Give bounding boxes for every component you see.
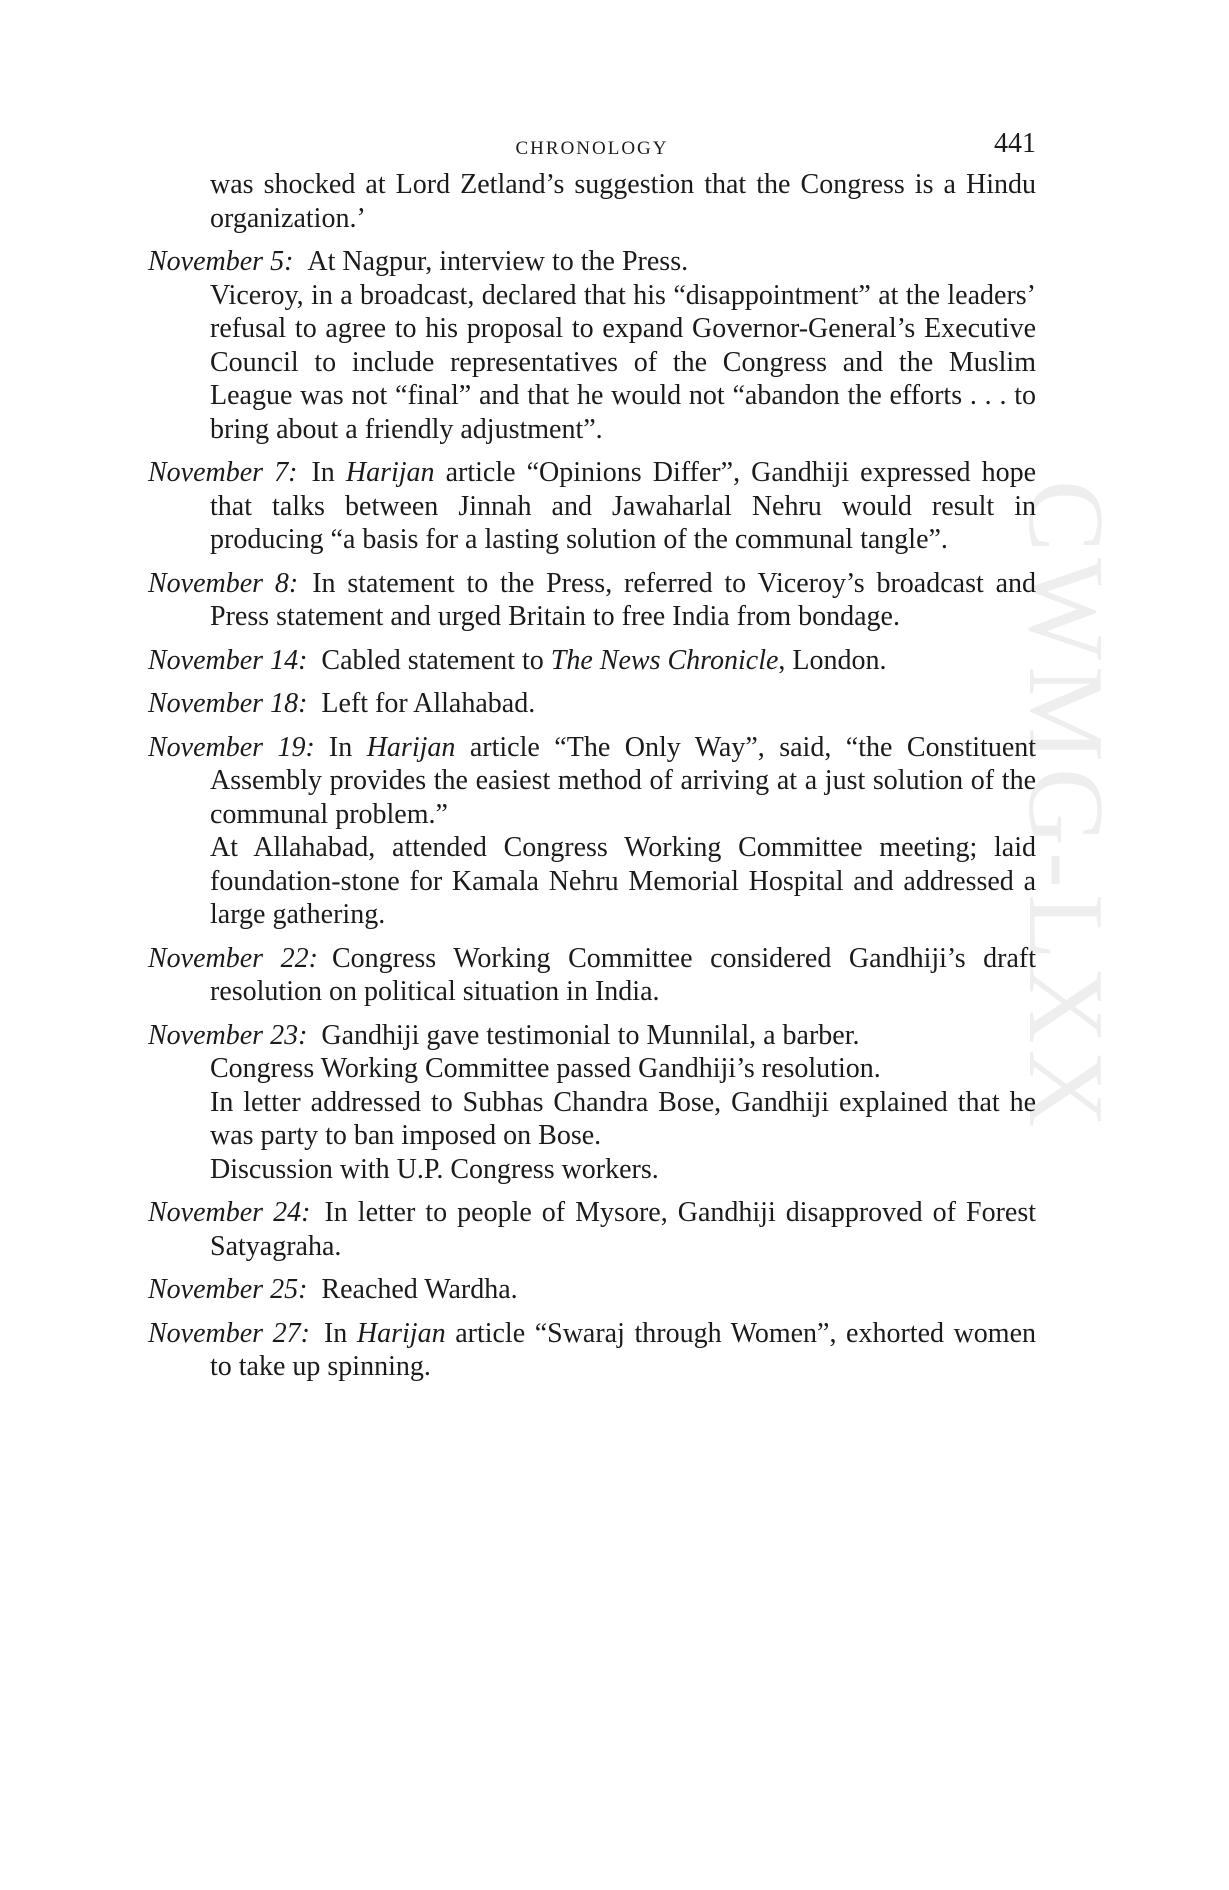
publication-title: Harijan — [345, 457, 435, 488]
entry-paragraph — [148, 245, 1036, 279]
page — [148, 128, 1036, 1394]
entry-text-post: , London. — [778, 644, 887, 676]
entry-text: Congress Working Committee considered Gandhiji’s draft resolution on political situation in India. — [210, 942, 1037, 1007]
entry-date: November 22: — [148, 942, 318, 974]
entry-text-pre: In — [328, 731, 353, 763]
entry-november-22 — [148, 942, 1036, 1009]
entry-paragraph — [148, 1019, 1036, 1053]
entry-november-24 — [148, 1196, 1036, 1263]
entry-november-27 — [148, 1317, 1036, 1384]
running-head — [148, 128, 1036, 164]
entry-paragraph — [148, 456, 1036, 557]
entry-paragraph — [148, 731, 1036, 832]
entry-paragraph — [148, 1317, 1036, 1384]
page-number: 441 — [994, 128, 1036, 159]
entry-november-23 — [148, 1019, 1036, 1187]
continuation-text: was shocked at Lord Zetland’s suggestion that the Congress is a Hindu organization.’ — [210, 169, 1036, 234]
entry-text: At Nagpur, interview to the Press. — [307, 246, 689, 277]
entry-date: November 27: — [148, 1317, 310, 1349]
entry-date: November 23: — [148, 1019, 308, 1051]
continuation-entry — [148, 168, 1036, 235]
entry-date: November 25: — [148, 1274, 308, 1305]
entry-paragraph — [148, 644, 1036, 678]
entry-paragraph: At Allahabad, attended Congress Working Committee meeting; laid foundation-stone for Kamala Nehru Memorial Hospital and addressed a large gathering. — [210, 832, 1036, 930]
publication-title: Harijan — [356, 1317, 446, 1349]
entry-november-25 — [148, 1273, 1036, 1307]
entry-text: In letter to people of Mysore, Gandhiji disapproved of Forest Satyagraha. — [210, 1197, 1036, 1262]
entry-november-19 — [148, 731, 1036, 932]
entry-date: November 24: — [148, 1197, 311, 1228]
entry-text-post: article “The Only Way”, said, “the Constituent Assembly provides the easiest method of arriving at a just solution of the communal problem.” — [210, 731, 1037, 830]
entry-text: Left for Allahabad. — [321, 688, 536, 719]
entry-november-14 — [148, 644, 1036, 678]
entry-text: Gandhiji gave testimonial to Munnilal, a barber. — [321, 1019, 860, 1051]
entry-text-pre: Cabled statement to — [321, 644, 544, 676]
entry-text-pre: In — [323, 1317, 348, 1349]
entry-date: November 8: — [148, 567, 299, 599]
entry-text-pre: In — [311, 457, 335, 488]
entry-text: In statement to the Press, referred to Viceroy’s broadcast and Press statement and urged Britain to free India from bondage. — [210, 567, 1036, 632]
entry-date: November 7: — [148, 457, 298, 488]
running-title: CHRONOLOGY — [515, 138, 669, 159]
entry-date: November 18: — [148, 688, 308, 719]
entry-text-post: article “Swaraj through Women”, exhorted women to take up spinning. — [210, 1317, 1037, 1382]
entry-text-post: article “Opinions Differ”, Gandhiji expressed hope that talks between Jinnah and Jawaharlal Nehru would result in producing “a basis for a lasting solution of the communal tangle”. — [210, 457, 1037, 555]
entry-date: November 19: — [148, 731, 315, 763]
entry-paragraph — [148, 567, 1036, 634]
entry-date: November 14: — [148, 644, 308, 676]
entry-november-18 — [148, 687, 1036, 721]
entry-paragraph — [148, 942, 1036, 1009]
entry-date: November 5: — [148, 246, 294, 277]
entry-november-7 — [148, 456, 1036, 557]
entry-text: Reached Wardha. — [321, 1274, 518, 1305]
watermark: CWMG-LXX — [1006, 480, 1125, 1134]
entry-paragraph: Congress Working Committee passed Gandhiji’s resolution. — [210, 1053, 881, 1084]
entry-november-8 — [148, 567, 1036, 634]
entry-paragraph: Viceroy, in a broadcast, declared that his “disappointment” at the leaders’ refusal to agree to his proposal to expand Governor-General’s Executive Council to include representatives of the Congress and the Muslim League was not “final” and that he would not “abandon the efforts . . . to bring about a friendly adjustment”. — [210, 279, 1036, 445]
entry-paragraph: Discussion with U.P. Congress workers. — [210, 1153, 659, 1185]
publication-title: The News Chronicle — [550, 644, 779, 676]
entry-november-5 — [148, 245, 1036, 446]
entry-paragraph: In letter addressed to Subhas Chandra Bose, Gandhiji explained that he was party to ban imposed on Bose. — [210, 1086, 1036, 1151]
entry-paragraph — [148, 1196, 1036, 1263]
publication-title: Harijan — [366, 731, 456, 763]
entry-paragraph — [148, 687, 1036, 721]
entry-paragraph — [148, 1273, 1036, 1307]
